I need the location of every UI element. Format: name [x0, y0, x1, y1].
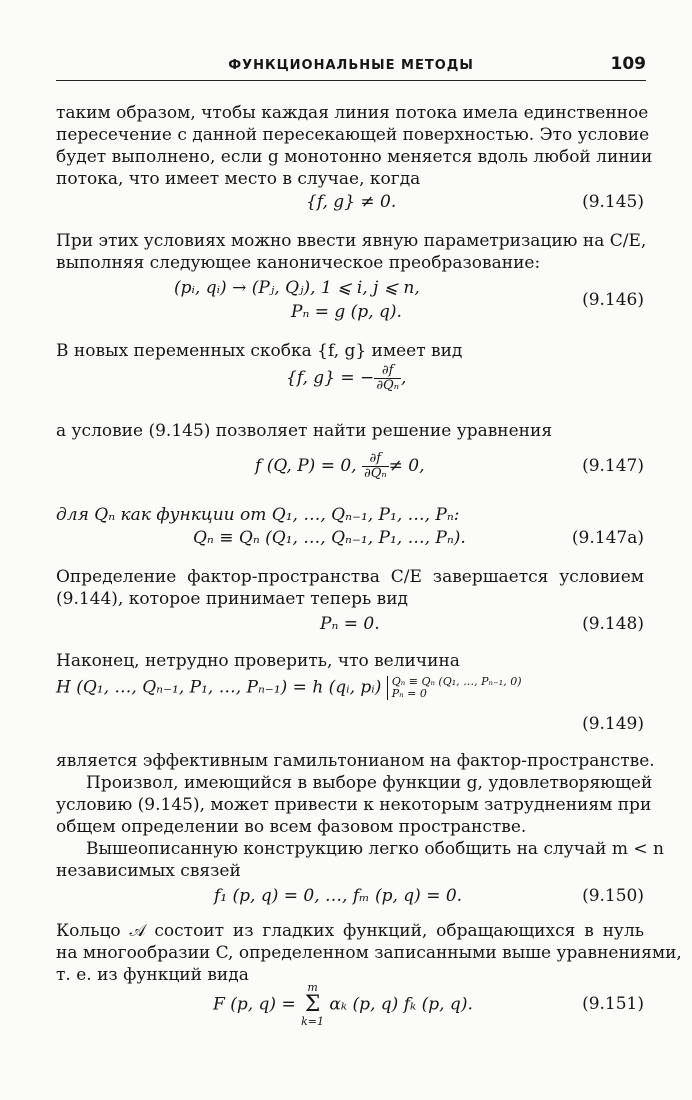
equation-label: (9.151) — [582, 994, 644, 1014]
equation-bracket: {f, g} = − $\frac{\partial f}{\text{∂Qₙ}}$ , — [286, 363, 407, 393]
text-line: Кольцо 𝒜 состоит из гладких функций, обращающихся в нуль — [56, 921, 644, 941]
sum-lower-limit: k=1 — [301, 1015, 324, 1028]
text-line: В новых переменных скобка {f, g} имеет вид — [56, 341, 463, 361]
equation-label: (9.147) — [582, 456, 644, 476]
text-line: а условие (9.145) позволяет найти решение уравнения — [56, 421, 553, 441]
eq-9-147-lhs: f (Q, P) = 0, — [255, 456, 357, 476]
text-line: будет выполнено, если g монотонно меняется вдоль любой линии — [56, 147, 653, 167]
text-line: независимых связей — [56, 861, 241, 881]
sigma-icon: Σ — [304, 992, 321, 1017]
substitution-1: Qₙ ≡ Qₙ (Q₁, …, Pₙ₋₁, 0) — [391, 675, 522, 688]
equation-9-146-line1: (pᵢ, qᵢ) → (Pⱼ, Qⱼ), 1 ⩽ i, j ⩽ n, — [174, 278, 420, 298]
eq-9-151-rhs: αₖ (p, q) fₖ (p, q). — [329, 994, 473, 1015]
chapter-title: ФУНКЦИОНАЛЬНЫЕ МЕТОДЫ — [228, 58, 474, 73]
eq-9-147-rhs: ≠ 0, — [388, 456, 425, 476]
text-line: (9.144), которое принимает теперь вид — [56, 589, 409, 609]
equation-9-147 — [255, 452, 425, 481]
page-number: 109 — [610, 54, 646, 74]
text-line: Произвол, имеющийся в выборе функции g, удовлетворяющей — [86, 773, 653, 793]
text-line: Определение фактор-пространства C/E завершается условием — [56, 567, 644, 587]
fraction — [362, 452, 389, 481]
equation-9-147a: Qₙ ≡ Qₙ (Q₁, …, Qₙ₋₁, P₁, …, Pₙ). — [193, 528, 466, 548]
text-line: пересечение с данной пересекающей поверхностью. Это условие — [56, 125, 650, 145]
substitution-bar — [387, 676, 522, 700]
text-line: т. е. из функций вида — [56, 965, 249, 985]
fraction-denominator: ∂Qₙ — [363, 466, 387, 481]
eq-9-151-lhs: F (p, q) = — [213, 994, 302, 1015]
equation-9-148: Pₙ = 0. — [320, 614, 380, 634]
equation-label: (9.149) — [582, 714, 644, 734]
text-line: потока, что имеет место в случае, когда — [56, 169, 421, 189]
equation-label: (9.148) — [582, 614, 644, 634]
sum-upper-limit: m — [307, 981, 318, 994]
text-line: на многообразии C, определенном записанными выше уравнениями, — [56, 943, 682, 963]
text-line: Наконец, нетрудно проверить, что величина — [56, 651, 460, 671]
fraction-numerator: ∂f — [374, 364, 401, 379]
equation-label: (9.150) — [582, 886, 644, 906]
text-line: условию (9.145), может привести к некоторым затруднениям при — [56, 795, 652, 815]
fraction-denominator: ∂Qₙ — [376, 378, 399, 393]
equation-9-146-line2: Pₙ = g (p, q). — [291, 302, 402, 322]
summation — [301, 982, 324, 1028]
equation-label: (9.146) — [582, 290, 644, 310]
equation-9-150: f₁ (p, q) = 0, …, fₘ (p, q) = 0. — [214, 886, 463, 906]
bracket-lhs: {f, g} = − — [286, 368, 375, 388]
text-line: для Qₙ как функции от Q₁, …, Qₙ₋₁, P₁, …, Pₙ: — [56, 505, 460, 525]
eq-9-149-main: H (Q₁, …, Qₙ₋₁, P₁, …, Pₙ₋₁) = h (qᵢ, pᵢ) — [56, 677, 382, 698]
equation-9-151 — [213, 982, 473, 1028]
equation-label: (9.145) — [582, 192, 644, 212]
text-line: таким образом, чтобы каждая линия потока имела единственное — [56, 103, 649, 123]
text-line: является эффективным гамильтонианом на фактор-пространстве. — [56, 751, 655, 771]
substitution-2: Pₙ = 0 — [391, 687, 427, 700]
text-line: При этих условиях можно ввести явную параметризацию на C/E, — [56, 231, 647, 251]
equation-label: (9.147a) — [571, 528, 644, 548]
running-header — [56, 54, 646, 81]
text-line: Вышеописанную конструкцию легко обобщить на случай m < n — [86, 839, 664, 859]
equation-9-145: {f, g} ≠ 0. — [306, 192, 397, 212]
equation-9-149 — [56, 676, 522, 700]
fraction-numerator: ∂f — [362, 452, 389, 467]
fraction — [374, 364, 401, 393]
text-line: общем определении во всем фазовом пространстве. — [56, 817, 527, 837]
text-line: выполняя следующее каноническое преобразование: — [56, 253, 541, 273]
